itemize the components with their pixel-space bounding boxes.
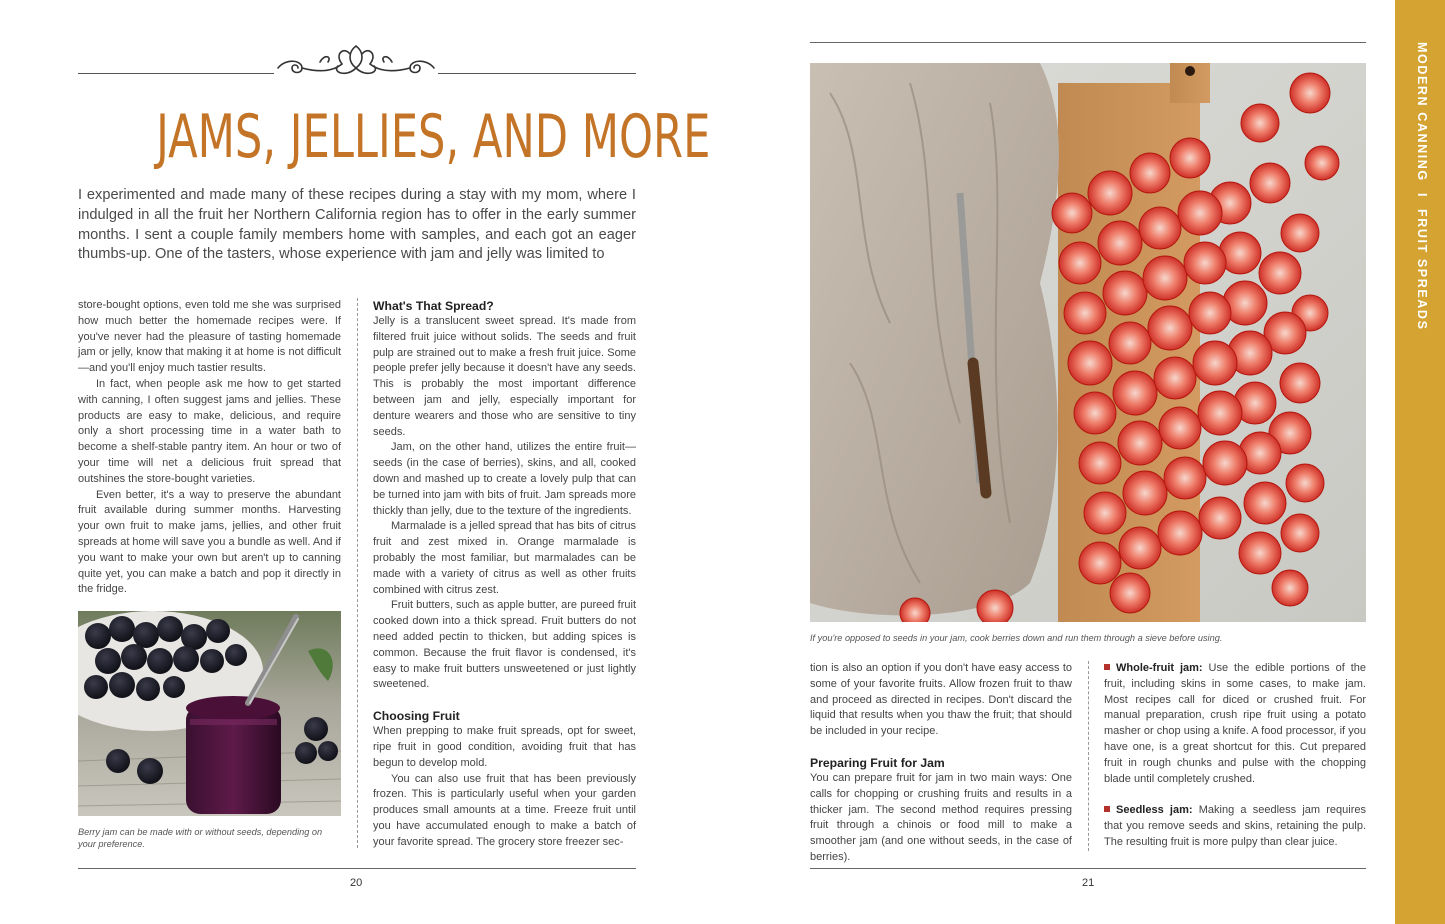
paragraph: Fruit butters, such as apple butter, are pureed fruit cooked down into a thick spread. Fruit butters do not need added pectin to thicken, but adding spices is common. Because the fruit flavor is condensed, it's easy to make fruit butters unsweetened or just lightly sweetened. [373, 599, 636, 691]
paragraph: You can also use fruit that has been previously frozen. This is particularly useful when your garden produces small amounts at a time. Freeze fruit until you have accumulated enough to make a batch of your favorite spread. The grocery store freezer sec- [373, 772, 636, 848]
paragraph: tion is also an option if you don't have easy access to some of your favorite fruits. Allow frozen fruit to thaw and proceed as directed in recipes. Don't discard the liquid that results when you thaw the fruit; that should be included in your recipe. [810, 662, 1072, 738]
section-heading: What's That Spread? [373, 299, 494, 313]
list-item [1104, 803, 1366, 850]
column-divider [1088, 661, 1089, 851]
intro-paragraph: I experimented and made many of these recipes during a stay with my mom, where I indulged in all the fruit her Northern California region has to offer in the early summer months. I sent a couple family members home with samples, and each got an eager thumbs-up. One of the tasters, whose experience with jam and jelly was limited to [78, 187, 636, 263]
sidebar-separator: I [1415, 192, 1429, 198]
sidebar-label [1409, 42, 1429, 332]
flourish-ornament-icon [272, 38, 440, 82]
strawberry-photo-caption: If you're opposed to seeds in your jam, cook berries down and run them through a sieve before using. [810, 633, 1223, 643]
paragraph: store-bought options, even told me she was surprised how much better the homemade recipes were. If you've never had the pleasure of tasting homemade jam or jelly, know that making it at home is not difficult—and you'll enjoy much tastier results. [78, 299, 341, 375]
list-item-label: Seedless jam: [1116, 804, 1193, 817]
page-number-right: 21 [1082, 877, 1095, 889]
list-item [1104, 661, 1366, 787]
strawberries-photo [810, 63, 1366, 622]
ornament-rule-right [438, 73, 636, 74]
bullet-icon [1104, 664, 1110, 670]
footer-rule-left [78, 868, 636, 869]
paragraph: When prepping to make fruit spreads, opt for sweet, ripe fruit in good condition, avoiding fruit that has begun to develop mold. [373, 725, 636, 769]
left-column-1 [78, 298, 341, 598]
page-title: JAMS, JELLIES, AND MORE [156, 102, 711, 172]
sidebar-chapter: FRUIT SPREADS [1415, 209, 1429, 331]
paragraph: Jam, on the other hand, utilizes the entire fruit—seeds (in the case of berries), skins, and all, cooked down and mashed up to create a lovely pulp that can be turned into jam with bits of fruit. Jam spreads more thickly than jelly, due to the texture of the ingredients. [373, 441, 636, 517]
header-rule-right [810, 42, 1366, 43]
section-heading: Preparing Fruit for Jam [810, 755, 945, 770]
ornament-rule-left [78, 73, 274, 74]
paragraph: In fact, when people ask me how to get started with canning, I often suggest jams and jellies. These products are easy to make, delicious, and require only a short processing time in a water bath to become a shelf-stable pantry item. An hour or two of your time will net a delicious fruit spread that outshines the store-bought varieties. [78, 377, 341, 485]
paragraph: Marmalade is a jelled spread that has bits of citrus fruit and zest mixed in. Orange marmalade is probably the most familiar, but marmalades can be made with a variety of citrus as well as other fruits combined with citrus zest. [373, 520, 636, 596]
list-item-text: Making a seedless jam requires that you remove seeds and skins, retaining the pulp. The resulting fruit is more pulpy than clear juice. [1104, 804, 1366, 848]
right-column-1 [810, 661, 1072, 866]
page-number-left: 20 [350, 877, 363, 889]
berry-jam-photo [78, 611, 341, 816]
section-heading: Choosing Fruit [373, 709, 460, 724]
paragraph: Jelly is a translucent sweet spread. It's made from filtered fruit juice without solids. The seeds and fruit pulp are strained out to make a fresh fruit juice. Some people prefer jelly because it doesn't have any seeds. This is probably the most important difference between jam and jelly, especially important for denture wearers and those who are sensitive to tiny seeds. [373, 315, 636, 438]
list-item-text: Use the edible portions of the fruit, including skins in some cases, to make jam. Most recipes call for diced or crushed fruit. For manual preparation, crush ripe fruit using a potato masher or chop using a knife. A food processor, if you have one, is a great shortcut for this. Cut prepared fruit in rough chunks and pulse with the chopping blade until completely crushed. [1104, 662, 1366, 785]
list-item-label: Whole-fruit jam: [1116, 662, 1203, 674]
paragraph: You can prepare fruit for jam in two main ways: One calls for chopping or crushing fruits and results in a thicker jam. The second method requires pressing fruit through a chinois or food mill to make a smoother jam (and one without seeds, in the case of berries). [810, 771, 1072, 863]
berry-photo-caption: Berry jam can be made with or without seeds, depending on your preference. [78, 827, 323, 849]
left-column-2 [373, 298, 636, 851]
footer-rule-right [810, 868, 1366, 869]
column-divider [357, 298, 358, 848]
bullet-icon [1104, 806, 1110, 812]
right-column-2 [1104, 661, 1366, 851]
paragraph: Even better, it's a way to preserve the abundant fruit available during summer months. Harvesting your own fruit to make jams, jellies, and other fruit spreads at home will save you a bundle as well. And if you want to make your own but aren't up to canning quite yet, you can make a batch and pop it directly in the fridge. [78, 488, 341, 596]
sidebar-section: MODERN CANNING [1415, 42, 1429, 182]
